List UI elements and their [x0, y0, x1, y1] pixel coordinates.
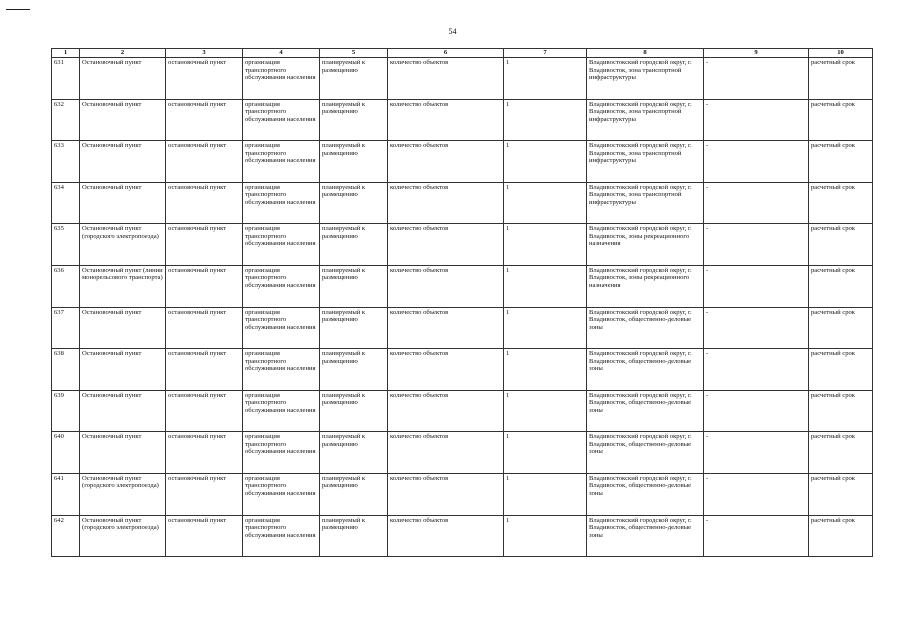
object-name-cell: Остановочный пункт	[80, 141, 166, 183]
object-location-cell: Владивостокский городской округ, г. Владивосток, общественно-деловые зоны	[587, 349, 704, 391]
column-header: 5	[320, 49, 388, 58]
column-header: 2	[80, 49, 166, 58]
object-type-cell: остановочный пункт	[166, 265, 243, 307]
object-name-cell: Остановочный пункт (линии монорельсового транспорта)	[80, 265, 166, 307]
implementation-term-cell: расчетный срок	[809, 473, 873, 515]
object-name-cell: Остановочный пункт	[80, 390, 166, 432]
object-name-cell: Остановочный пункт	[80, 182, 166, 224]
object-name-cell: Остановочный пункт (городского электропоезда)	[80, 473, 166, 515]
indicator-name-cell: количество объектов	[388, 349, 504, 391]
indicator-value-cell: 1	[504, 99, 587, 141]
object-purpose-cell: организация транспортного обслуживания населения	[243, 473, 320, 515]
indicator-name-cell: количество объектов	[388, 390, 504, 432]
table-row	[52, 182, 873, 224]
object-status-cell: планируемый к размещению	[320, 307, 388, 349]
implementation-term-cell: расчетный срок	[809, 224, 873, 266]
column-header: 1	[52, 49, 80, 58]
object-location-cell: Владивостокский городской округ, г. Владивосток, зона транспортной инфраструктуры	[587, 141, 704, 183]
row-number-cell: 636	[52, 265, 80, 307]
object-location-cell: Владивостокский городской округ, г. Владивосток, общественно-деловые зоны	[587, 432, 704, 474]
object-name-cell: Остановочный пункт	[80, 99, 166, 141]
indicator-name-cell: количество объектов	[388, 515, 504, 557]
object-location-cell: Владивостокский городской округ, г. Владивосток, зона транспортной инфраструктуры	[587, 182, 704, 224]
object-purpose-cell: организация транспортного обслуживания населения	[243, 307, 320, 349]
indicator-value-cell: 1	[504, 349, 587, 391]
object-status-cell: планируемый к размещению	[320, 390, 388, 432]
row-number-cell: 637	[52, 307, 80, 349]
column-header: 3	[166, 49, 243, 58]
row-number-cell: 634	[52, 182, 80, 224]
indicator-name-cell: количество объектов	[388, 473, 504, 515]
zone-characteristics-cell: -	[704, 265, 809, 307]
implementation-term-cell: расчетный срок	[809, 432, 873, 474]
table-row	[52, 473, 873, 515]
indicator-name-cell: количество объектов	[388, 58, 504, 100]
indicator-name-cell: количество объектов	[388, 224, 504, 266]
indicator-name-cell: количество объектов	[388, 265, 504, 307]
indicator-value-cell: 1	[504, 58, 587, 100]
object-purpose-cell: организация транспортного обслуживания населения	[243, 141, 320, 183]
object-location-cell: Владивостокский городской округ, г. Владивосток, общественно-деловые зоны	[587, 515, 704, 557]
implementation-term-cell: расчетный срок	[809, 515, 873, 557]
table-row	[52, 390, 873, 432]
object-type-cell: остановочный пункт	[166, 224, 243, 266]
row-number-cell: 641	[52, 473, 80, 515]
column-header: 6	[388, 49, 504, 58]
implementation-term-cell: расчетный срок	[809, 390, 873, 432]
object-status-cell: планируемый к размещению	[320, 473, 388, 515]
zone-characteristics-cell: -	[704, 515, 809, 557]
indicator-name-cell: количество объектов	[388, 182, 504, 224]
row-number-cell: 635	[52, 224, 80, 266]
table-row	[52, 265, 873, 307]
indicator-name-cell: количество объектов	[388, 141, 504, 183]
object-purpose-cell: организация транспортного обслуживания населения	[243, 58, 320, 100]
object-name-cell: Остановочный пункт	[80, 349, 166, 391]
implementation-term-cell: расчетный срок	[809, 141, 873, 183]
object-status-cell: планируемый к размещению	[320, 432, 388, 474]
object-status-cell: планируемый к размещению	[320, 182, 388, 224]
object-type-cell: остановочный пункт	[166, 390, 243, 432]
object-status-cell: планируемый к размещению	[320, 265, 388, 307]
table-row	[52, 99, 873, 141]
object-type-cell: остановочный пункт	[166, 141, 243, 183]
zone-characteristics-cell: -	[704, 349, 809, 391]
object-location-cell: Владивостокский городской округ, г. Владивосток, общественно-деловые зоны	[587, 390, 704, 432]
object-type-cell: остановочный пункт	[166, 349, 243, 391]
object-purpose-cell: организация транспортного обслуживания населения	[243, 515, 320, 557]
object-purpose-cell: организация транспортного обслуживания населения	[243, 432, 320, 474]
indicator-name-cell: количество объектов	[388, 99, 504, 141]
indicator-value-cell: 1	[504, 307, 587, 349]
object-name-cell: Остановочный пункт	[80, 432, 166, 474]
object-location-cell: Владивостокский городской округ, г. Владивосток, зоны рекреационного назначения	[587, 265, 704, 307]
table-row	[52, 224, 873, 266]
indicator-value-cell: 1	[504, 473, 587, 515]
zone-characteristics-cell: -	[704, 58, 809, 100]
indicator-value-cell: 1	[504, 182, 587, 224]
object-status-cell: планируемый к размещению	[320, 224, 388, 266]
table-row	[52, 58, 873, 100]
zone-characteristics-cell: -	[704, 473, 809, 515]
column-header: 10	[809, 49, 873, 58]
object-name-cell: Остановочный пункт (городского электропоезда)	[80, 515, 166, 557]
object-purpose-cell: организация транспортного обслуживания населения	[243, 390, 320, 432]
row-number-cell: 640	[52, 432, 80, 474]
row-number-cell: 639	[52, 390, 80, 432]
column-header: 4	[243, 49, 320, 58]
object-purpose-cell: организация транспортного обслуживания населения	[243, 349, 320, 391]
zone-characteristics-cell: -	[704, 307, 809, 349]
table-row	[52, 515, 873, 557]
object-purpose-cell: организация транспортного обслуживания населения	[243, 99, 320, 141]
object-status-cell: планируемый к размещению	[320, 99, 388, 141]
object-location-cell: Владивостокский городской округ, г. Владивосток, зона транспортной инфраструктуры	[587, 99, 704, 141]
column-header: 8	[587, 49, 704, 58]
object-type-cell: остановочный пункт	[166, 99, 243, 141]
object-status-cell: планируемый к размещению	[320, 515, 388, 557]
indicator-value-cell: 1	[504, 515, 587, 557]
table-row	[52, 307, 873, 349]
object-status-cell: планируемый к размещению	[320, 349, 388, 391]
object-status-cell: планируемый к размещению	[320, 141, 388, 183]
table-body	[52, 58, 873, 557]
implementation-term-cell: расчетный срок	[809, 265, 873, 307]
header-row	[52, 49, 873, 58]
column-header: 7	[504, 49, 587, 58]
indicator-value-cell: 1	[504, 265, 587, 307]
object-name-cell: Остановочный пункт (городского электропоезда)	[80, 224, 166, 266]
object-location-cell: Владивостокский городской округ, г. Владивосток, общественно-деловые зоны	[587, 473, 704, 515]
indicator-value-cell: 1	[504, 390, 587, 432]
implementation-term-cell: расчетный срок	[809, 307, 873, 349]
object-purpose-cell: организация транспортного обслуживания населения	[243, 224, 320, 266]
indicator-value-cell: 1	[504, 432, 587, 474]
zone-characteristics-cell: -	[704, 141, 809, 183]
indicator-value-cell: 1	[504, 141, 587, 183]
zone-characteristics-cell: -	[704, 224, 809, 266]
column-header: 9	[704, 49, 809, 58]
objects-table	[51, 48, 873, 557]
object-location-cell: Владивостокский городской округ, г. Владивосток, общественно-деловые зоны	[587, 307, 704, 349]
table-row	[52, 141, 873, 183]
object-status-cell: планируемый к размещению	[320, 58, 388, 100]
zone-characteristics-cell: -	[704, 432, 809, 474]
row-number-cell: 633	[52, 141, 80, 183]
indicator-name-cell: количество объектов	[388, 307, 504, 349]
zone-characteristics-cell: -	[704, 182, 809, 224]
object-type-cell: остановочный пункт	[166, 307, 243, 349]
page-number: 54	[448, 27, 457, 36]
corner-mark	[6, 9, 30, 10]
indicator-value-cell: 1	[504, 224, 587, 266]
object-name-cell: Остановочный пункт	[80, 307, 166, 349]
implementation-term-cell: расчетный срок	[809, 58, 873, 100]
zone-characteristics-cell: -	[704, 99, 809, 141]
object-purpose-cell: организация транспортного обслуживания населения	[243, 265, 320, 307]
object-location-cell: Владивостокский городской округ, г. Владивосток, зоны рекреационного назначения	[587, 224, 704, 266]
row-number-cell: 642	[52, 515, 80, 557]
object-type-cell: остановочный пункт	[166, 473, 243, 515]
implementation-term-cell: расчетный срок	[809, 349, 873, 391]
implementation-term-cell: расчетный срок	[809, 182, 873, 224]
row-number-cell: 632	[52, 99, 80, 141]
object-purpose-cell: организация транспортного обслуживания населения	[243, 182, 320, 224]
object-type-cell: остановочный пункт	[166, 432, 243, 474]
object-type-cell: остановочный пункт	[166, 515, 243, 557]
zone-characteristics-cell: -	[704, 390, 809, 432]
implementation-term-cell: расчетный срок	[809, 99, 873, 141]
indicator-name-cell: количество объектов	[388, 432, 504, 474]
object-type-cell: остановочный пункт	[166, 182, 243, 224]
object-name-cell: Остановочный пункт	[80, 58, 166, 100]
row-number-cell: 631	[52, 58, 80, 100]
table-row	[52, 349, 873, 391]
row-number-cell: 638	[52, 349, 80, 391]
object-location-cell: Владивостокский городской округ, г. Владивосток, зона транспортной инфраструктуры	[587, 58, 704, 100]
object-type-cell: остановочный пункт	[166, 58, 243, 100]
table-row	[52, 432, 873, 474]
